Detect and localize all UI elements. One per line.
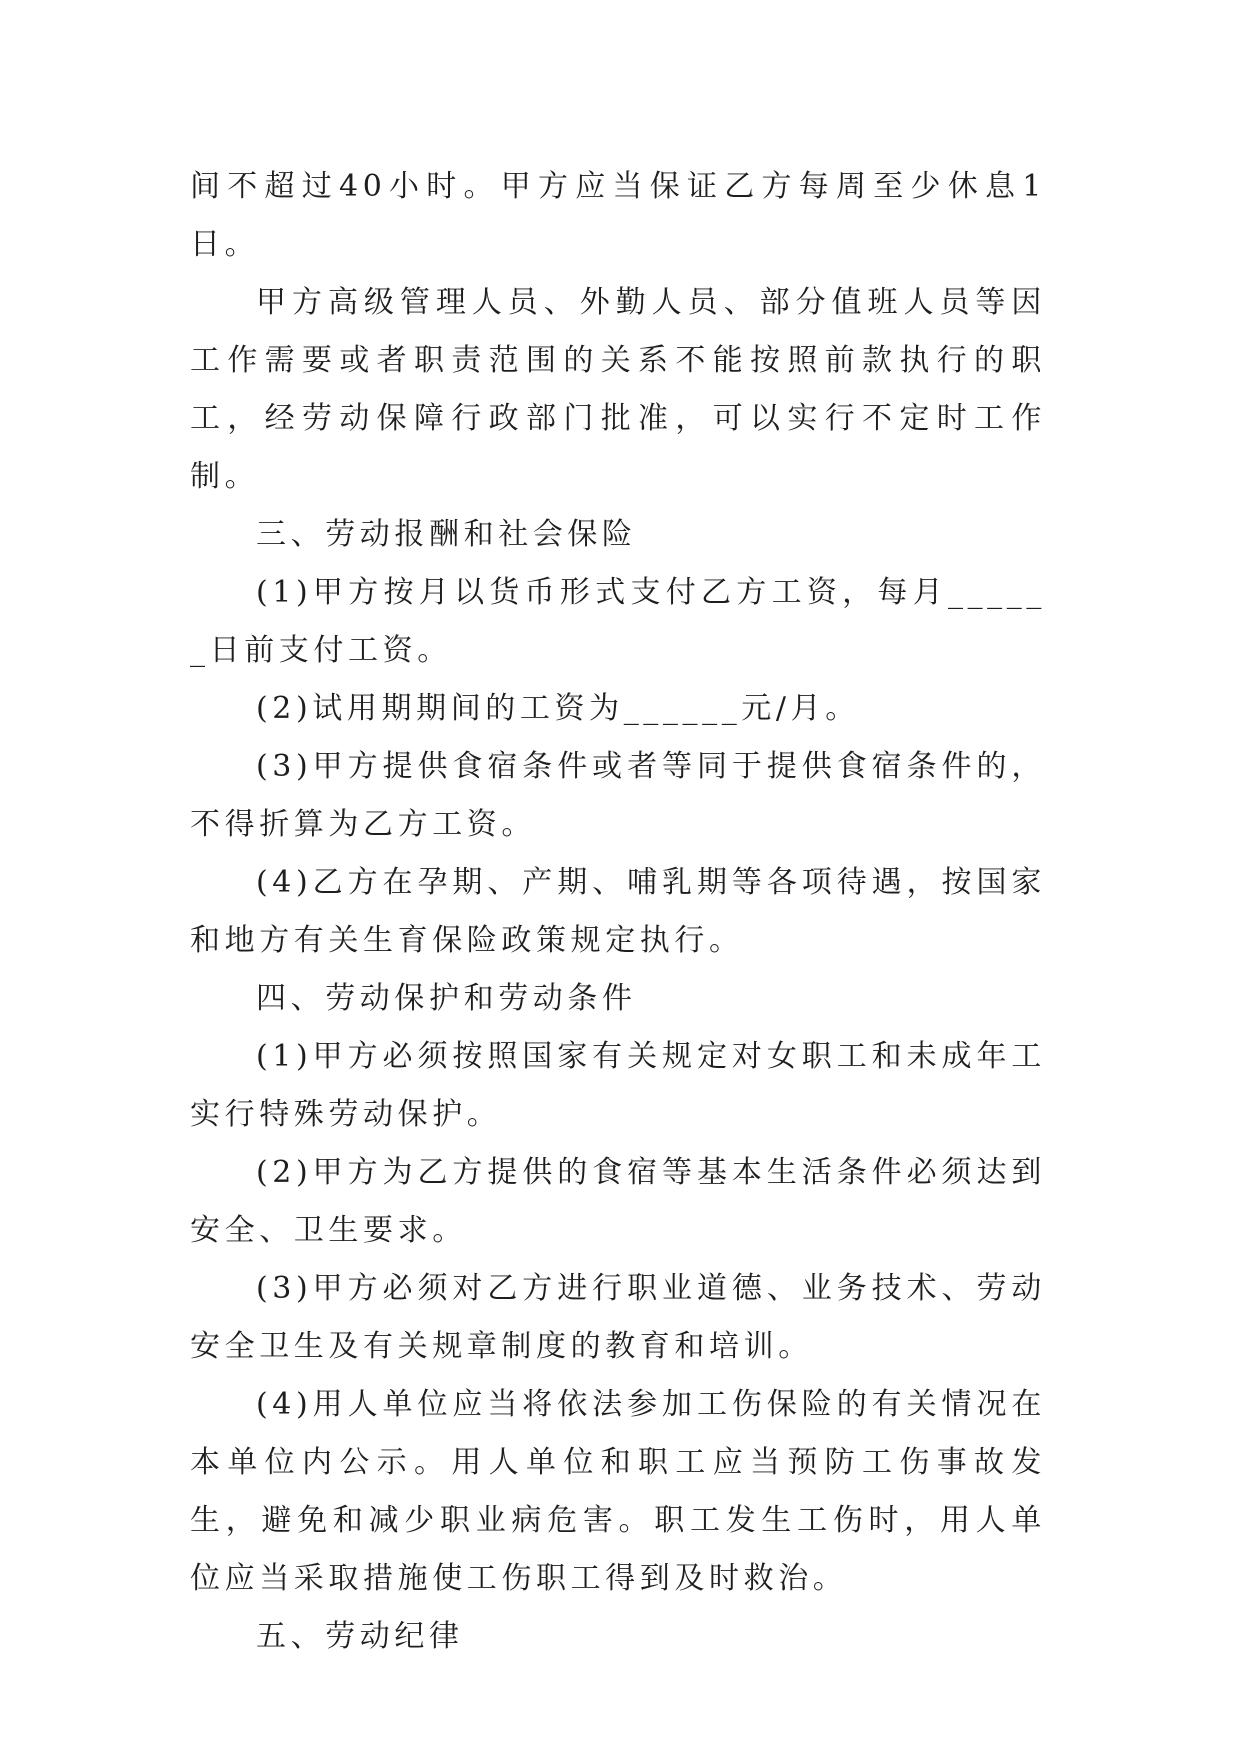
paragraph-working-hours-end: 间不超过40小时。甲方应当保证乙方每周至少休息1日。: [190, 169, 1046, 262]
clause-board-lodging: (3)甲方提供食宿条件或者等同于提供食宿条件的，不得折算为乙方工资。: [190, 749, 1046, 842]
section-heading-remuneration: 三、劳动报酬和社会保险: [256, 517, 637, 552]
clause-probation-wage: (2)试用期期间的工资为______元/月。: [256, 691, 860, 726]
document-body: [190, 158, 1046, 1666]
section-heading-labor-discipline: 五、劳动纪律: [256, 1619, 464, 1654]
section-heading-labor-protection: 四、劳动保护和劳动条件: [256, 981, 637, 1016]
clause-living-conditions: (2)甲方为乙方提供的食宿等基本生活条件必须达到安全、卫生要求。: [190, 1155, 1046, 1248]
clause-special-protection: (1)甲方必须按照国家有关规定对女职工和未成年工实行特殊劳动保护。: [190, 1039, 1046, 1132]
clause-training: (3)甲方必须对乙方进行职业道德、业务技术、劳动安全卫生及有关规章制度的教育和培训。: [190, 1271, 1046, 1364]
clause-maternity: (4)乙方在孕期、产期、哺乳期等各项待遇，按国家和地方有关生育保险政策规定执行。: [190, 865, 1046, 958]
paragraph-flexible-hours: 甲方高级管理人员、外勤人员、部分值班人员等因工作需要或者职责范围的关系不能按照前款执行的职工，经劳动保障行政部门批准，可以实行不定时工作制。: [190, 285, 1046, 494]
clause-monthly-wage: (1)甲方按月以货币形式支付乙方工资，每月______日前支付工资。: [190, 575, 1046, 668]
clause-work-injury: (4)用人单位应当将依法参加工伤保险的有关情况在本单位内公示。用人单位和职工应当预防工伤事故发生，避免和减少职业病危害。职工发生工伤时，用人单位应当采取措施使工伤职工得到及时救治。: [190, 1387, 1046, 1596]
